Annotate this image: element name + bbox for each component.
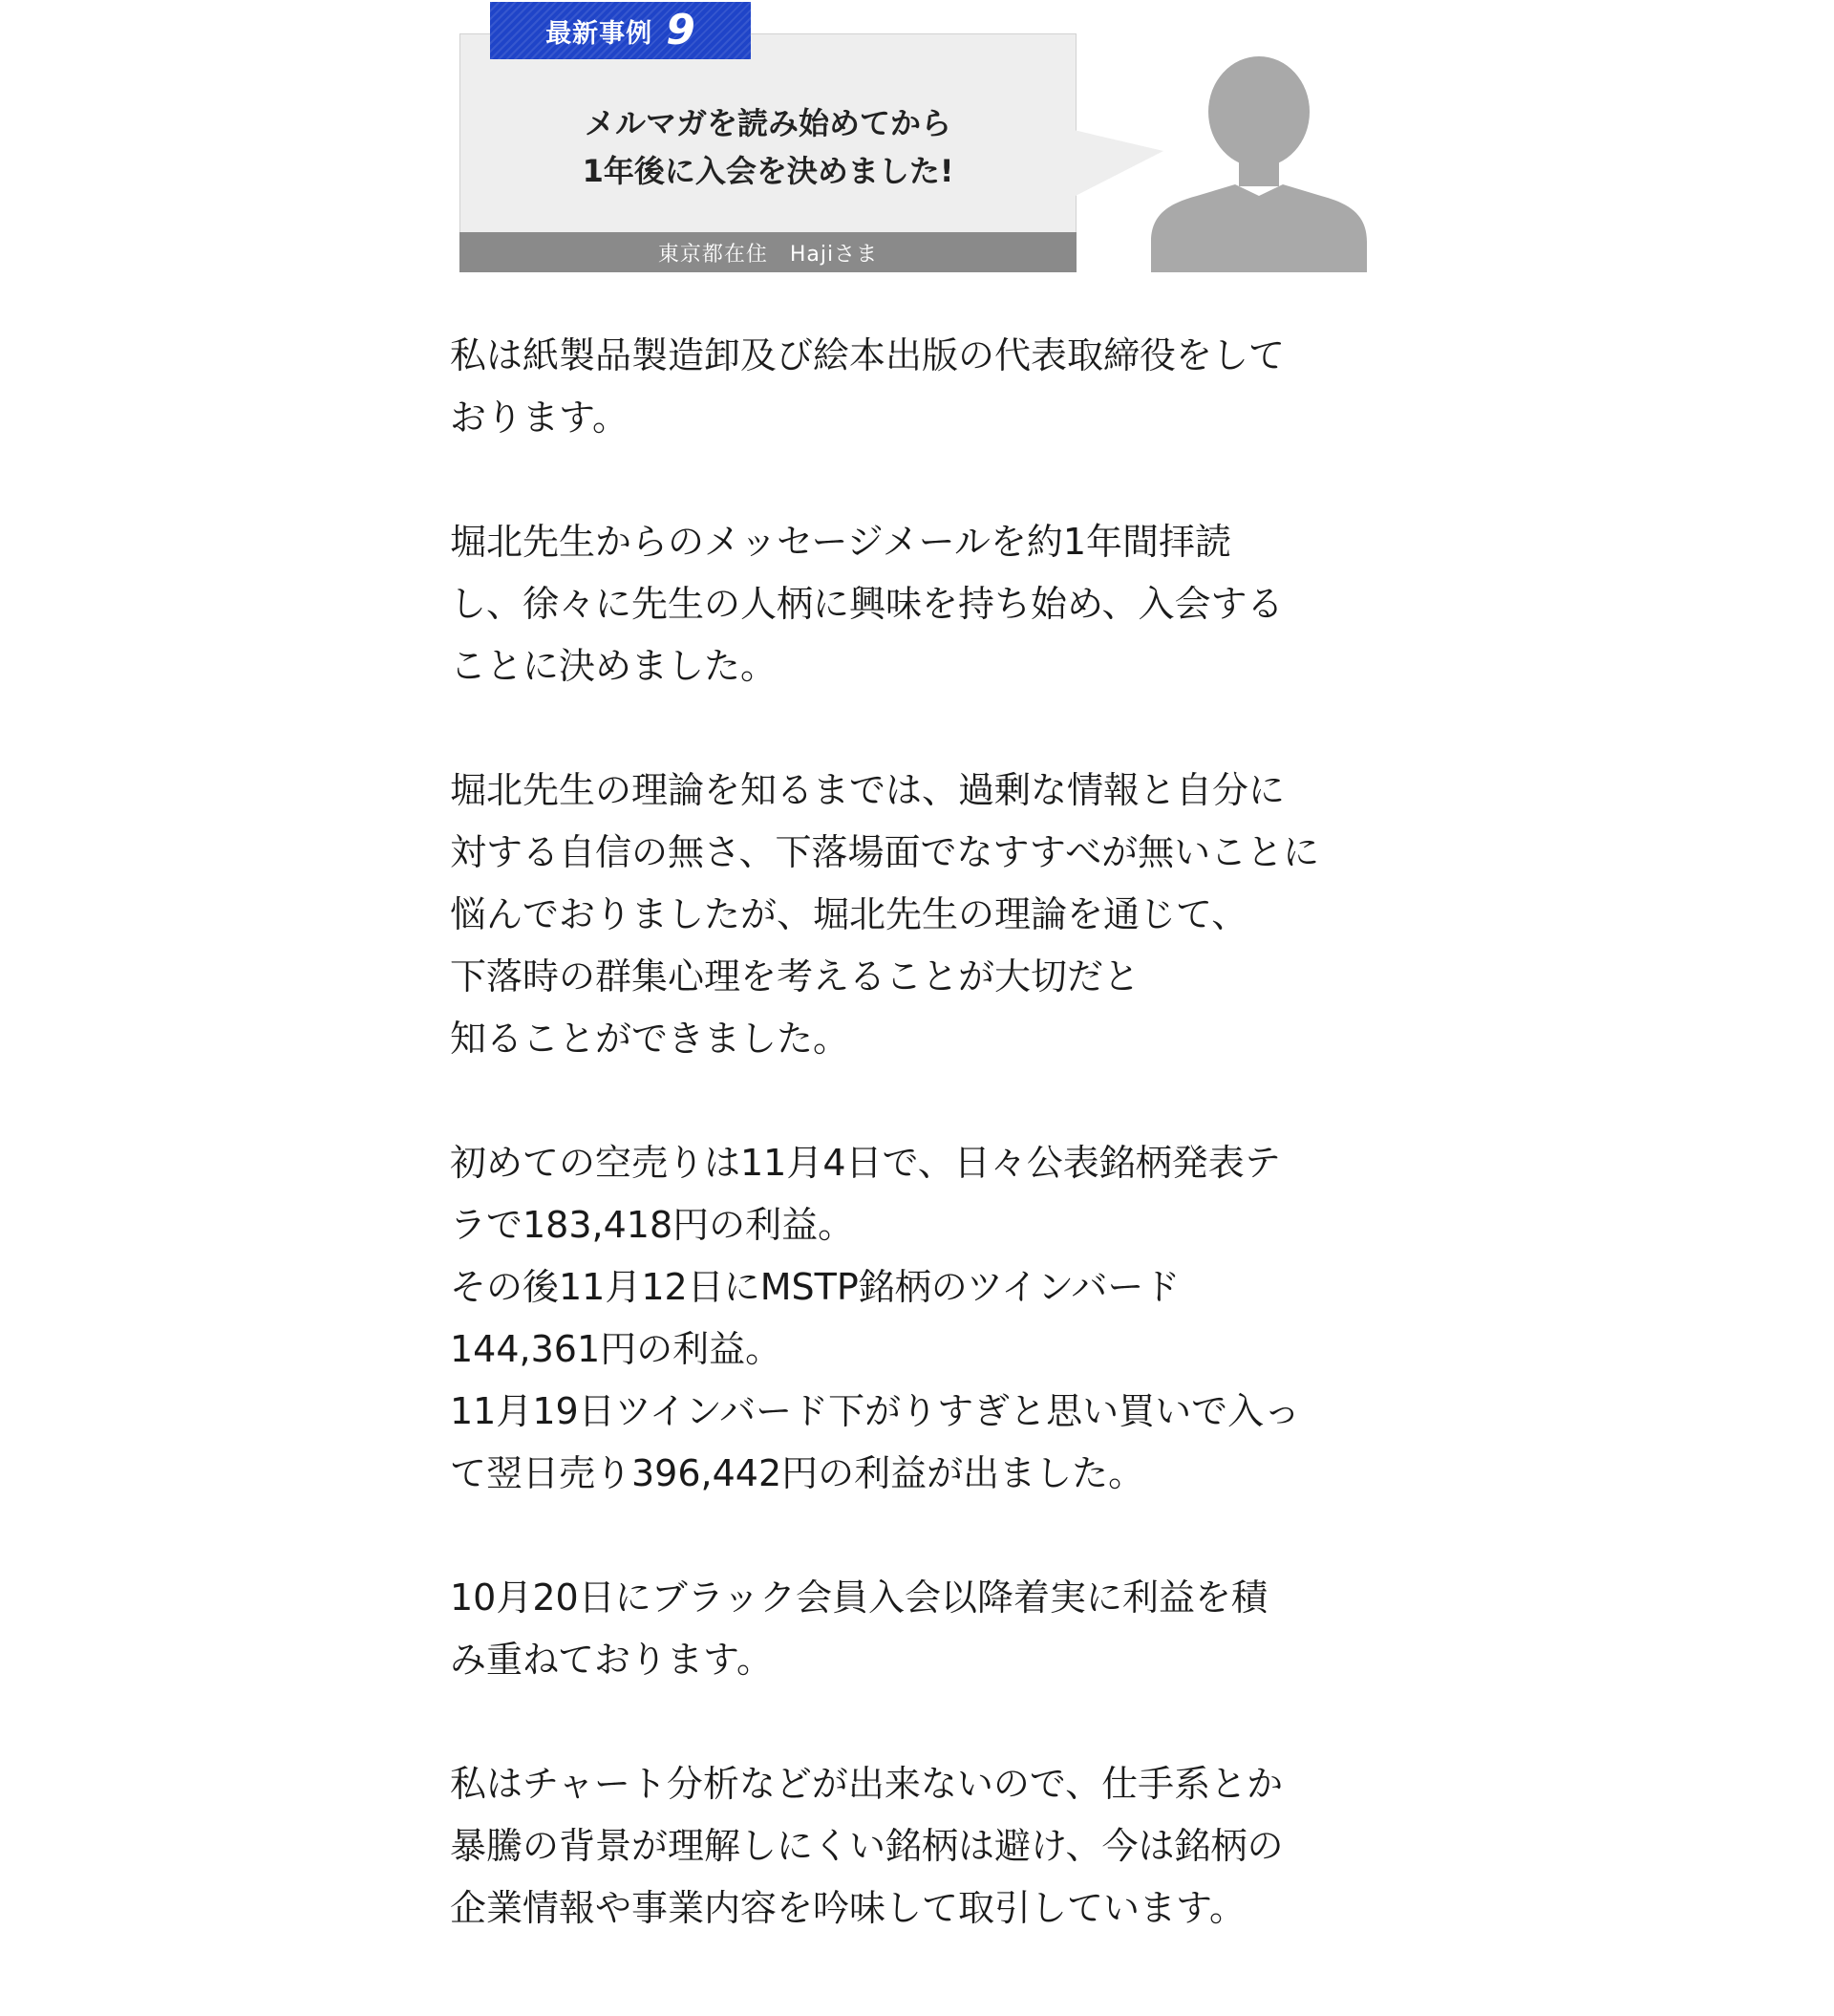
testimonial-body [450, 325, 1424, 1940]
paragraph-line: 堀北先生の理論を知るまでは、過剰な情報と自分に [450, 769, 1286, 811]
case-number-tag [490, 2, 751, 59]
body-paragraph [450, 760, 1424, 1070]
body-paragraph [450, 511, 1424, 697]
testimonial-headline [459, 99, 1077, 195]
paragraph-line: 10月20日にブラック会員入会以降着実に利益を積 [450, 1576, 1268, 1619]
body-paragraph [450, 1132, 1424, 1505]
paragraph-line: 私はチャート分析などが出来ないので、仕手系とか [450, 1763, 1284, 1805]
headline-line: メルマガを読み始めてから [584, 105, 951, 141]
paragraph-line: ことに決めました。 [450, 645, 778, 687]
author-bar [459, 232, 1077, 272]
paragraph-line: その後11月12日にMSTP銘柄のツインバード [450, 1266, 1181, 1308]
paragraph-line: 対する自信の無さ、下落場面でなすすべが無いことに [450, 831, 1320, 873]
testimonial-header [0, 0, 1834, 287]
paragraph-line: ラで183,418円の利益。 [450, 1204, 855, 1246]
body-paragraph [450, 325, 1424, 449]
body-paragraph [450, 1567, 1424, 1691]
paragraph-line: 企業情報や事業内容を吟味して取引しています。 [450, 1887, 1246, 1929]
body-paragraph [450, 1753, 1424, 1940]
paragraph-line: 暴騰の背景が理解しにくい銘柄は避け、今は銘柄の [450, 1825, 1284, 1867]
paragraph-line: み重ねております。 [450, 1639, 774, 1681]
paragraph-line: 悩んでおりましたが、堀北先生の理論を通じて、 [450, 893, 1248, 935]
headline-line: 1年後に入会を決めました! [582, 153, 954, 189]
paragraph-line: 知ることができました。 [450, 1018, 850, 1060]
speech-bubble-tail [1074, 130, 1163, 197]
case-tag-label: 最新事例 [545, 18, 653, 49]
paragraph-line: 下落時の群集心理を考えることが大切だと [450, 955, 1141, 997]
paragraph-line: て翌日売り396,442円の利益が出ました。 [450, 1452, 1145, 1494]
paragraph-line: おります。 [450, 397, 629, 439]
person-silhouette-icon [1151, 53, 1367, 272]
paragraph-line: 144,361円の利益。 [450, 1328, 782, 1370]
paragraph-line: 堀北先生からのメッセージメールを約1年間拝読 [450, 521, 1231, 563]
paragraph-line: 私は紙製品製造卸及び絵本出版の代表取締役をして [450, 334, 1286, 376]
paragraph-line: 11月19日ツインバード下がりすぎと思い買いで入っ [450, 1390, 1301, 1432]
author-name: 東京都在住 Hajiさま [657, 242, 879, 267]
case-tag-number: 9 [666, 6, 695, 54]
paragraph-line: 初めての空売りは11月4日で、日々公表銘柄発表テ [450, 1142, 1281, 1184]
paragraph-line: し、徐々に先生の人柄に興味を持ち始め、入会する [450, 583, 1284, 625]
